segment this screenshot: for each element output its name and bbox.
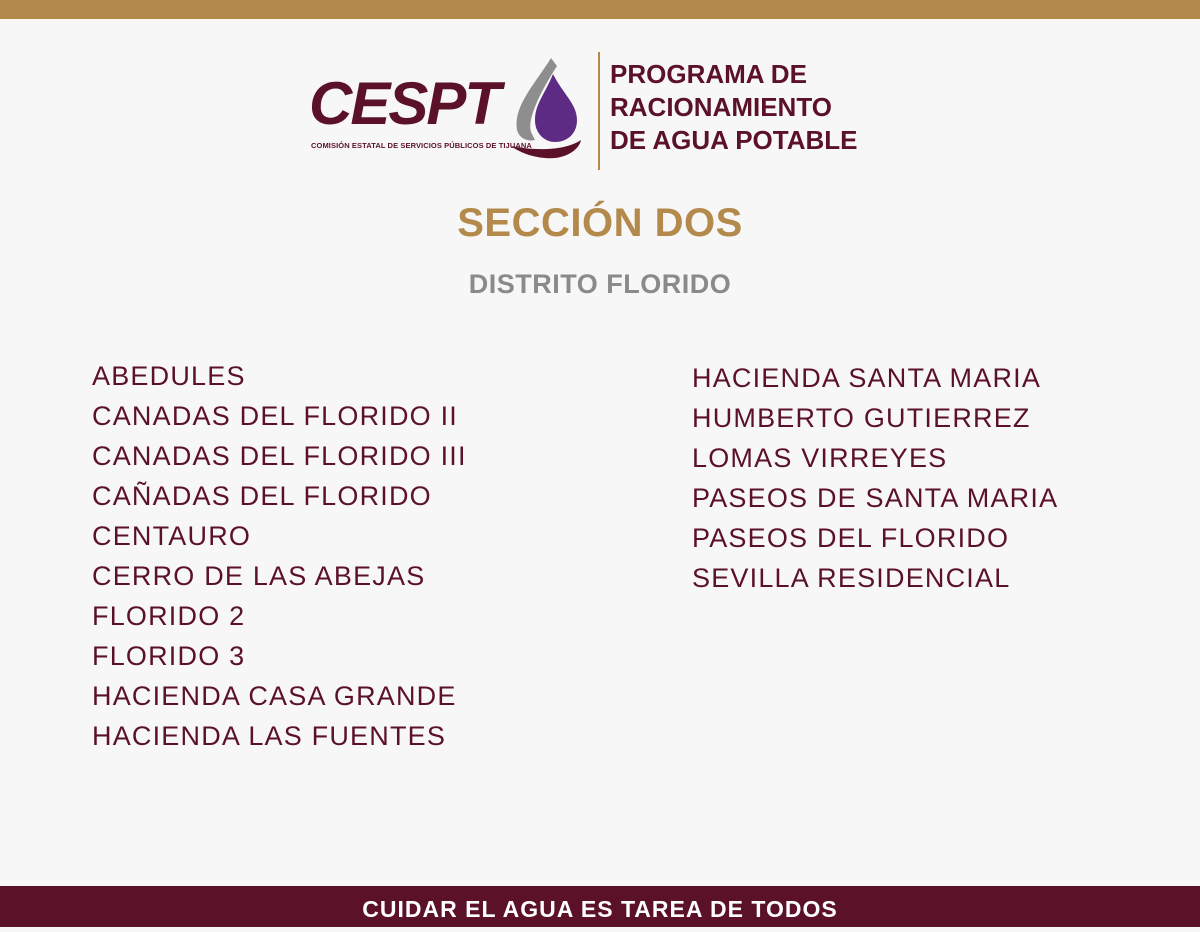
list-item: CENTAURO [92,521,252,551]
list-item: HACIENDA SANTA MARIA [692,363,1042,393]
list-item: FLORIDO 2 [92,601,246,631]
list-item: FLORIDO 3 [92,641,246,671]
logo-subtitle: COMISIÓN ESTATAL DE SERVICIOS PÚBLICOS DE TIJUANA [311,141,532,150]
list-item: PASEOS DE SANTA MARIA [692,483,1059,513]
list-item: HACIENDA CASA GRANDE [92,681,457,711]
list-item: LOMAS VIRREYES [692,443,948,473]
header-divider [598,52,600,170]
list-item: PASEOS DEL FLORIDO [692,523,1010,553]
list-item: CAÑADAS DEL FLORIDO [92,481,432,511]
list-item: CERRO DE LAS ABEJAS [92,561,426,591]
footer-slogan: CUIDAR EL AGUA ES TAREA DE TODOS [362,896,838,922]
list-item: HUMBERTO GUTIERREZ [692,403,1031,433]
program-title [610,58,857,157]
list-item: CANADAS DEL FLORIDO III [92,441,467,471]
top-accent-bar [0,0,1200,19]
list-item: SEVILLA RESIDENCIAL [692,563,1011,593]
district-title: DISTRITO FLORIDO [468,269,732,299]
neighborhood-list-right [692,358,1058,598]
header [305,52,905,172]
list-item: HACIENDA LAS FUENTES [92,721,447,751]
footer-bar [0,886,1200,927]
logo-wordmark: CESPT [309,70,500,137]
list-item: ABEDULES [92,361,246,391]
program-title-line-2: RACIONAMIENTO [610,92,832,122]
cespt-logo [305,52,590,162]
section-title: SECCIÓN DOS [457,201,743,245]
program-title-line-3: DE AGUA POTABLE [610,125,858,155]
program-title-line-1: PROGRAMA DE [610,59,807,89]
neighborhood-list-left [92,356,467,756]
list-item: CANADAS DEL FLORIDO II [92,401,458,431]
